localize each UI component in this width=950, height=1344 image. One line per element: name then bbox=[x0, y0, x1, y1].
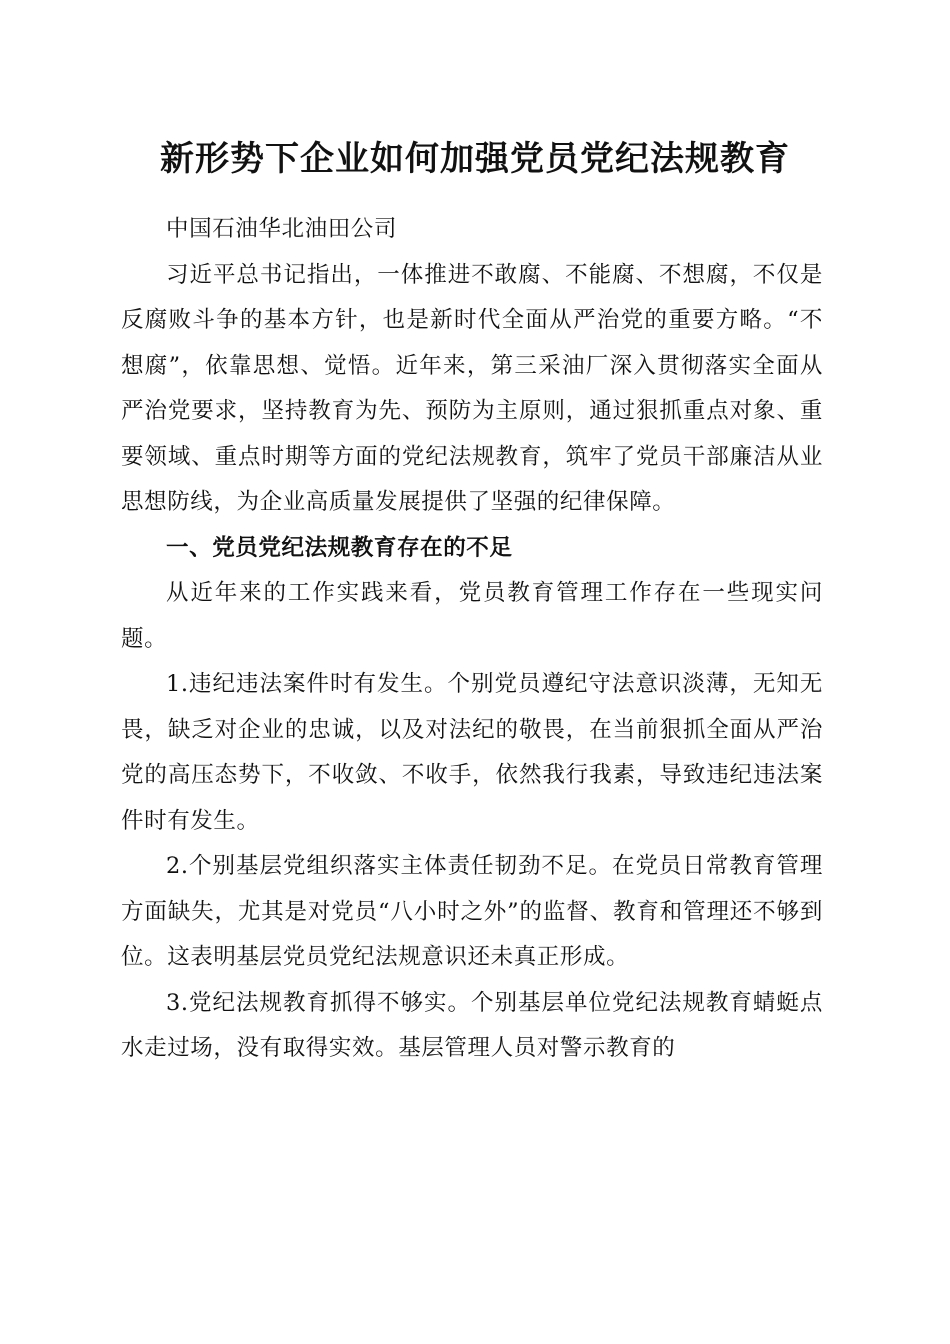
paragraph-intro: 习近平总书记指出，一体推进不敢腐、不能腐、不想腐，不仅是反腐败斗争的基本方针，也是新时代全面从严治党的重要方略。“不想腐”，依靠思想、觉悟。近年来，第三采油厂深入贯彻落实全面从严治党要求，坚持教育为先、预防为主原则，通过狠抓重点对象、重要领域、重点时期等方面的党纪法规教育，筑牢了党员干部廉洁从业思想防线，为企业高质量发展提供了坚强的纪律保障。 bbox=[121, 261, 823, 515]
paragraph-point-3: 3.党纪法规教育抓得不够实。个别基层单位党纪法规教育蜻蜓点水走过场，没有取得实效。基层管理人员对警示教育的 bbox=[121, 989, 823, 1061]
paragraph-point-1: 1.违纪违法案件时有发生。个别党员遵纪守法意识淡薄，无知无畏，缺乏对企业的忠诚，以及对法纪的敬畏，在当前狠抓全面从严治党的高压态势下，不收敛、不收手，依然我行我素，导致违纪违法案件时有发生。 bbox=[121, 671, 823, 834]
document-title: 新形势下企业如何加强党员党纪法规教育 bbox=[160, 139, 790, 179]
paragraph-overview: 从近年来的工作实践来看，党员教育管理工作存在一些现实问题。 bbox=[121, 580, 823, 652]
paragraph-point-2: 2.个别基层党组织落实主体责任韧劲不足。在党员日常教育管理方面缺失，尤其是对党员“八小时之外”的监督、教育和管理还不够到位。这表明基层党员党纪法规意识还未真正形成。 bbox=[121, 853, 823, 970]
document-body bbox=[121, 207, 823, 1072]
section-heading: 一、党员党纪法规教育存在的不足 bbox=[166, 534, 513, 561]
author-line: 中国石油华北油田公司 bbox=[166, 216, 398, 242]
